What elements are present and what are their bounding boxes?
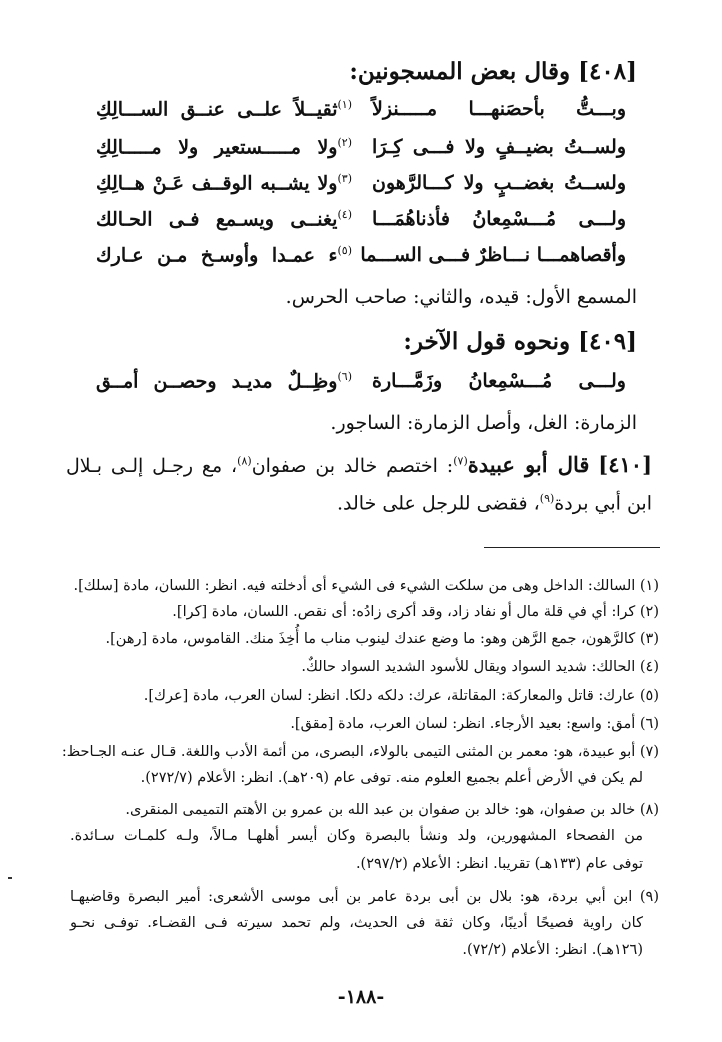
footnote-8-line2: من الفصحاء المشهورين، ولد ونشأ بالبصرة وكان أيسر أهلهـا مـالاً، ولـه كلمـات سـائدة. (70, 828, 643, 844)
footnote-5: (٥) عارك: قاتل والمعاركة: المقاتلة، عرك: دلكه دلكا. انظر: لسان العرب، مادة [عرك]. (143, 688, 659, 704)
verse-hemistich-right: وأقصاهمـــا نـــاظرٌ فـــى الســـما (360, 244, 626, 266)
verse-hemistich-left: $^{(٣)}$ولا يشــبه الوقــف عَـنْ هــالِكِ (96, 172, 352, 195)
verse-hemistich-left: $^{(٢)}$ولا مـــــستعير ولا مـــــالِكِ (96, 136, 352, 159)
section-heading-409 (403, 328, 637, 355)
footnote-marker: (٩) (539, 492, 555, 505)
narrator-name: قال أبو عبيدة (467, 452, 590, 477)
paragraph-410-line2: ابن أبي بردة$^{(٩)}$، فقضى للرجل على خالد. (336, 492, 652, 515)
section-title: وقال بعض المسجونين: (349, 58, 571, 85)
verse-hemistich-left: $^{(٥)}$ء عمـدا وأوسـخ مـن عـارك (96, 244, 352, 267)
footnote-4: (٤) الحالك: شديد السواد ويقال للأسود الشديد السواد حالكٌ. (301, 659, 659, 675)
verse-hemistich-right: ولســتُ بغضــبٍ ولا كـــالرَّهون (372, 172, 626, 194)
footnote-9-line3: (١٢٦هـ). انظر: الأعلام (٧٢/٢). (462, 942, 643, 958)
footnote-marker: (٤) (337, 208, 352, 221)
verse-hemistich-right: ولـــى مُـــسْمِعانُ فأذناهُمَـــا (372, 208, 626, 230)
verse-hemistich-right: وبـــتُّ بأحصَنهـــا مـــــنزلاً (372, 98, 626, 120)
paragraph-410-line1: [٤١٠] قال أبو عبيدة$^{(٧)}$: اختصم خالد بن صفوان$^{(٨)}$، مع رجـل إلـى بـلال (66, 452, 653, 477)
explanation-409: الزمارة: الغل، وأصل الزمارة: الساجور. (330, 412, 637, 434)
section-title: ونحوه قول الآخر: (403, 328, 571, 355)
verse-hemistich-left: $^{(١)}$ثقيــلاً علــى عنــق الســـالِكِ (96, 98, 352, 121)
footnote-2: (٢) كرا: أي في قلة مال أو نفاد زاد، وقد أكرى زادُه: أى نقص. اللسان، مادة [كرا]. (172, 604, 659, 620)
scan-mark (8, 877, 12, 879)
footnote-3: (٣) كالرَّهون، جمع الرَّهن وهو: ما وضع عندك لينوب مناب ما أُخِذَ منك. القاموس، مادة [رهن]. (105, 631, 659, 647)
footnote-marker: (٦) (337, 370, 352, 383)
footnote-divider (484, 547, 660, 548)
footnote-9-line1: (٩) ابن أبي بردة، هو: بلال بن أبى بردة عامر بن أبى موسى الأشعرى: أمير البصرة وقاضيهـا (70, 889, 659, 905)
section-heading-408 (349, 58, 637, 85)
footnote-7-line2: لم يكن في الأرض أعلم بجميع العلوم منه. توفى عام (٢٠٩هـ). انظر: الأعلام (٢٧٢/٧). (140, 770, 643, 786)
footnote-6: (٦) أمق: واسع: بعيد الأرجاء. انظر: لسان العرب، مادة [مقق]. (290, 716, 659, 732)
section-number: [٤٠٨] (578, 58, 637, 85)
verse-hemistich-left: $^{(٤)}$يغنــى ويسـمع فـى الحـالك (96, 208, 352, 231)
section-number: [٤٠٩] (578, 328, 637, 355)
footnote-marker: (١) (337, 98, 352, 111)
page-number: -١٨٨- (337, 986, 385, 1008)
verse-hemistich-left: $^{(٦)}$وظِــلٌ مديـد وحصــن أمــق (96, 370, 352, 393)
verse-hemistich-right: ولـــى مُـــسْمِعانُ وزَمَّـــارة (372, 370, 626, 392)
footnote-7-line1: (٧) أبو عبيدة، هو: معمر بن المثنى التيمى بالولاء، البصرى، من أئمة الأدب واللغة. قـال عنـه الجـاحظ: (61, 744, 659, 760)
footnote-marker: (٥) (337, 244, 352, 257)
footnote-marker: (٧) (453, 454, 468, 468)
section-number: [٤١٠] (598, 452, 653, 477)
footnote-8-line1: (٨) خالد بن صفوان، هو: خالد بن صفوان بن عبد الله بن عمرو بن الأهتم التميمى المنقرى. (125, 802, 659, 818)
explanation-408: المسمع الأول: قيده، والثاني: صاحب الحرس. (285, 286, 637, 308)
footnote-marker: (٨) (237, 454, 252, 468)
footnote-8-line3: توفى عام (١٣٣هـ) تقريبا. انظر: الأعلام (٢٩٧/٢). (355, 856, 643, 872)
footnote-marker: (٣) (337, 172, 352, 185)
footnote-1: (١) السالك: الداخل وهى من سلكت الشيء فى الشيء أى أدخلته فيه. انظر: اللسان، مادة [سلك]. (73, 578, 659, 594)
footnote-9-line2: كان راوية فصيحًا أديبًا، وكان ثقة فى الحديث، ولم تحمد سيرته فـى القضـاء. توفـى نحـو (70, 915, 643, 931)
verse-hemistich-right: ولســتُ بضيــفٍ ولا فـــى كِـرَا (372, 136, 626, 158)
footnote-marker: (٢) (337, 136, 352, 149)
